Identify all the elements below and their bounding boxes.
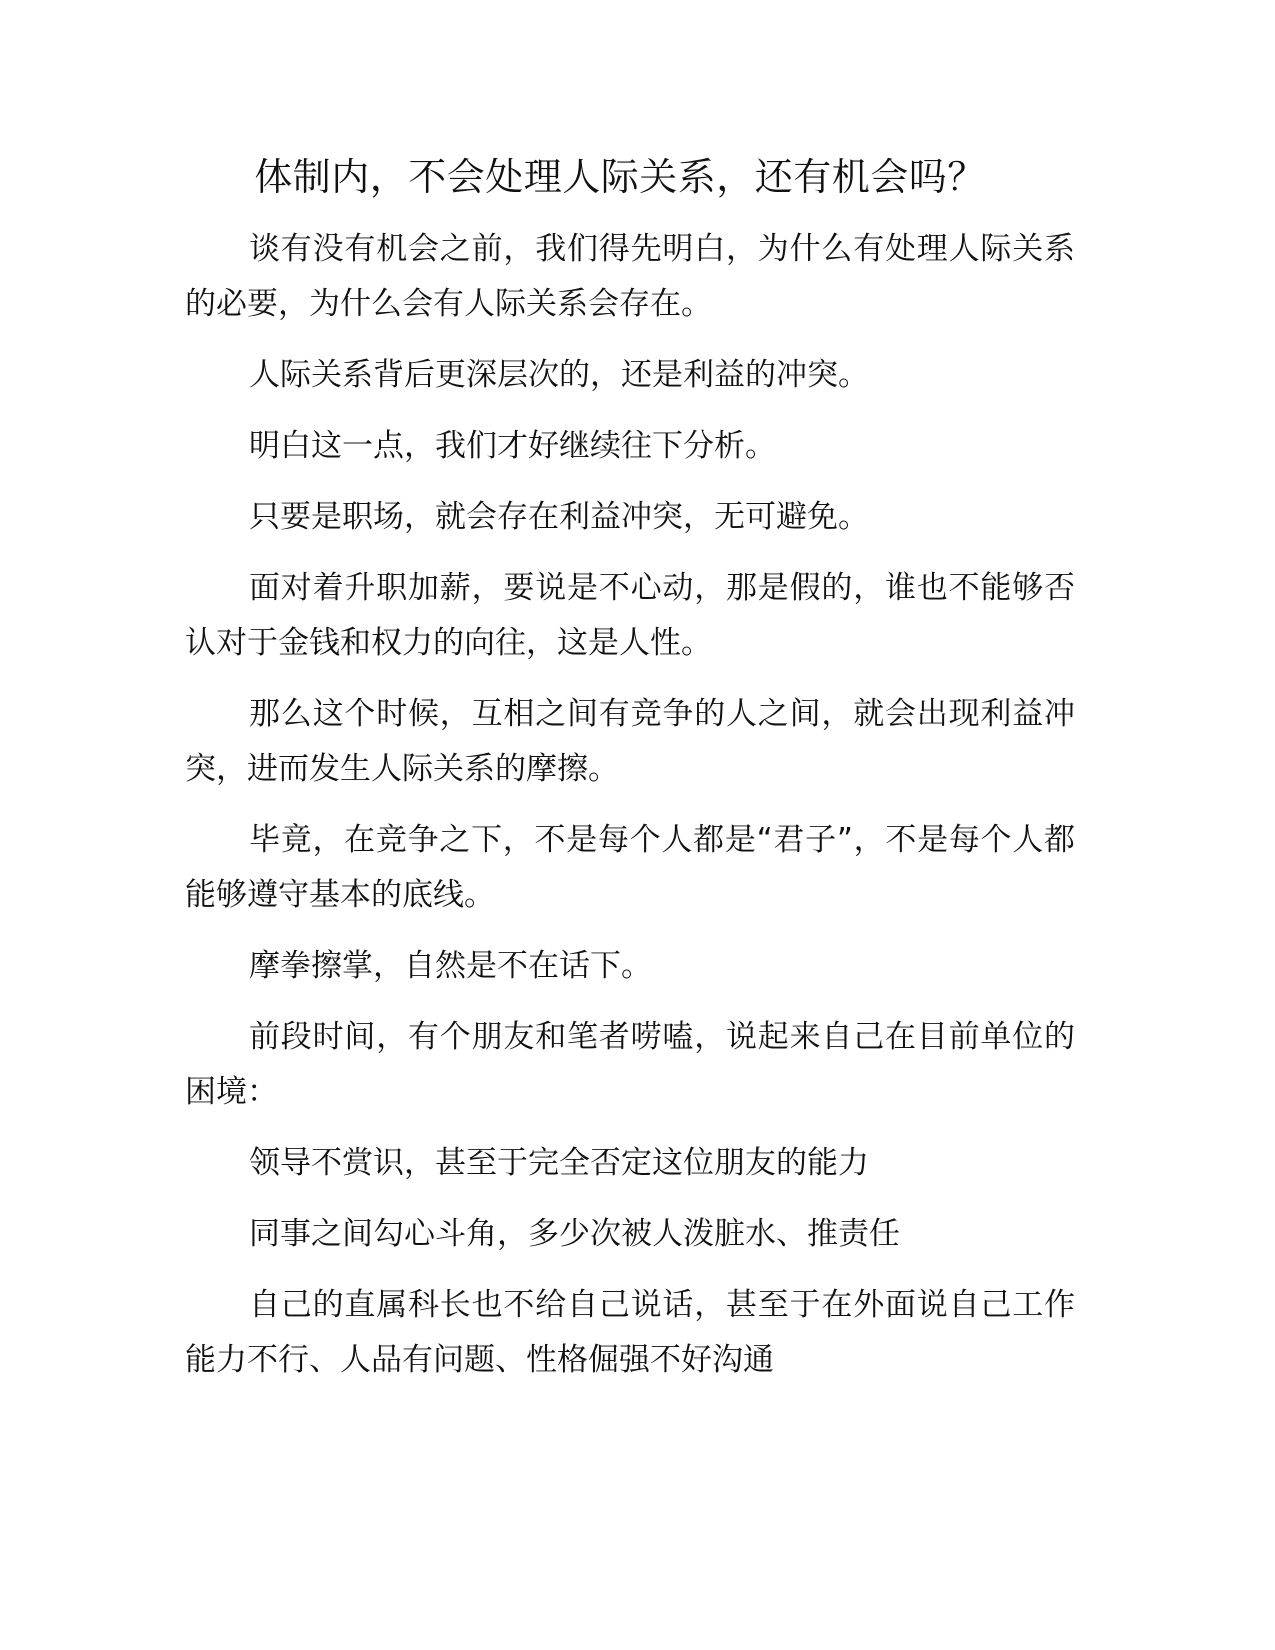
paragraph: 同事之间勾心斗角，多少次被人泼脏水、推责任 (249, 1216, 900, 1252)
paragraph: 摩拳擦掌，自然是不在话下。 (249, 948, 652, 984)
paragraph: 明白这一点，我们才好继续往下分析。 (249, 428, 776, 464)
paragraph: 前段时间，有个朋友和笔者唠嗑，说起来自己在目前单位的困境： (185, 1019, 1075, 1110)
paragraph: 谈有没有机会之前，我们得先明白，为什么有处理人际关系的必要，为什么会有人际关系会存在。 (185, 231, 1075, 322)
paragraph: 人际关系背后更深层次的，还是利益的冲突。 (249, 357, 869, 393)
document-body (185, 222, 1075, 1404)
paragraph: 领导不赏识，甚至于完全否定这位朋友的能力 (249, 1145, 869, 1181)
paragraph: 只要是职场，就会存在利益冲突，无可避免。 (249, 499, 869, 535)
paragraph: 那么这个时候，互相之间有竞争的人之间，就会出现利益冲突，进而发生人际关系的摩擦。 (185, 696, 1075, 787)
paragraph: 面对着升职加薪，要说是不心动，那是假的，谁也不能够否认对于金钱和权力的向往，这是人性。 (185, 570, 1075, 661)
document-title: 体制内，不会处理人际关系，还有机会吗？ (254, 155, 986, 199)
paragraph: 毕竟，在竞争之下，不是每个人都是“君子”，不是每个人都能够遵守基本的底线。 (185, 822, 1075, 913)
paragraph: 自己的直属科长也不给自己说话，甚至于在外面说自己工作能力不行、人品有问题、性格倔强不好沟通 (185, 1287, 1075, 1378)
